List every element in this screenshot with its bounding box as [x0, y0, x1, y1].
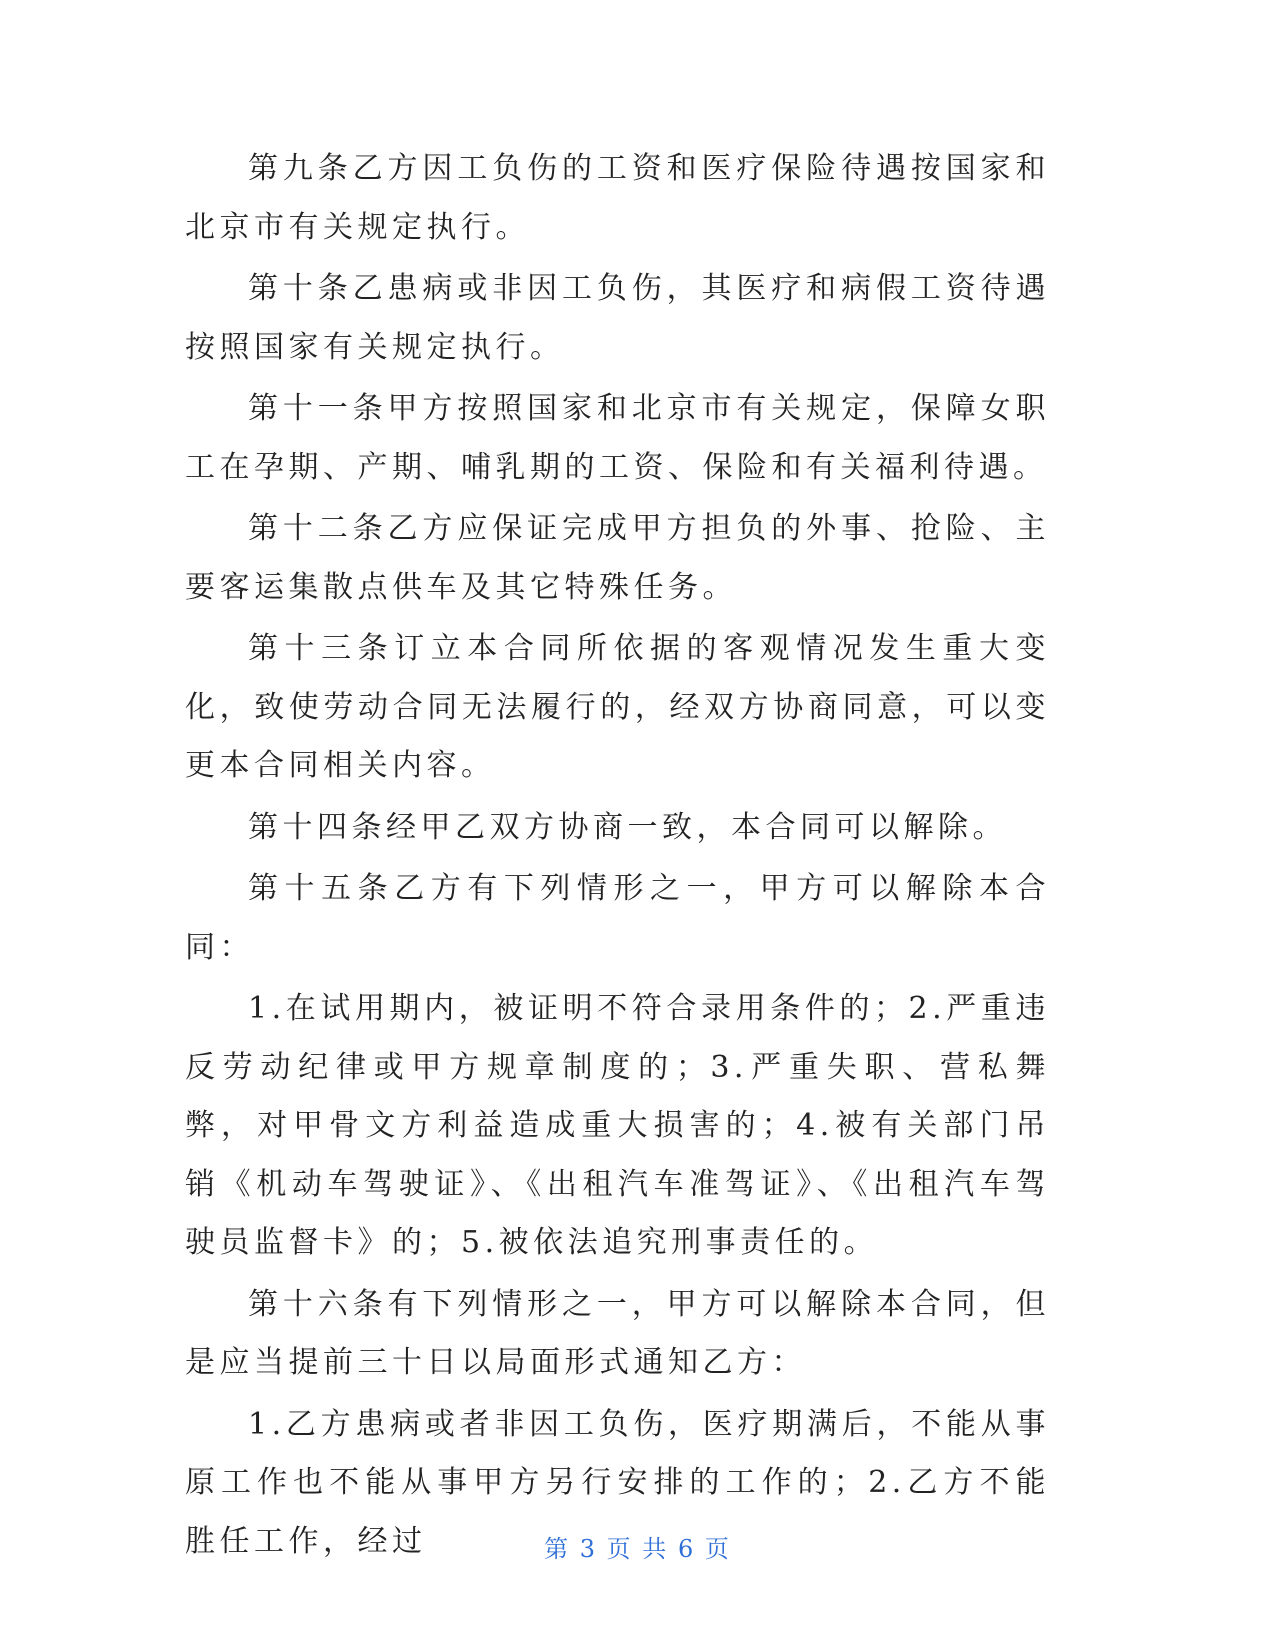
paragraph-article-10: 第十条乙患病或非因工负伤，其医疗和病假工资待遇按照国家有关规定执行。	[185, 271, 1050, 365]
paragraph-article-14: 第十四条经甲乙双方协商一致，本合同可以解除。	[248, 809, 1007, 845]
paragraph-article-15-items: 1.在试用期内，被证明不符合录用条件的；2.严重违反劳动纪律或甲方规章制度的；3.严重失职、营私舞弊，对甲骨文方利益造成重大损害的；4.被有关部门吊销《机动车驾驶证》、《出租汽车准驾证》、《出租汽车驾驶员监督卡》的；5.被依法追究刑事责任的。	[185, 991, 1050, 1260]
paragraph-article-12: 第十二条乙方应保证完成甲方担负的外事、抢险、主要客运集散点供车及其它特殊任务。	[185, 511, 1050, 605]
paragraph-article-15: 第十五条乙方有下列情形之一，甲方可以解除本合同：	[185, 871, 1050, 965]
page-footer	[0, 1533, 1275, 1565]
paragraph-article-9: 第九条乙方因工负伤的工资和医疗保险待遇按国家和北京市有关规定执行。	[185, 151, 1050, 245]
page-number-label: 第 3 页 共 6 页	[544, 1535, 731, 1563]
paragraph-article-13: 第十三条订立本合同所依据的客观情况发生重大变化，致使劳动合同无法履行的，经双方协商同意，可以变更本合同相关内容。	[185, 631, 1050, 783]
document-body	[185, 140, 1050, 1574]
paragraph-article-16: 第十六条有下列情形之一，甲方可以解除本合同，但是应当提前三十日以局面形式通知乙方：	[185, 1286, 1050, 1380]
paragraph-article-11: 第十一条甲方按照国家和北京市有关规定，保障女职工在孕期、产期、哺乳期的工资、保险和有关福利待遇。	[185, 391, 1050, 485]
paragraph-article-16-items: 1.乙方患病或者非因工负伤，医疗期满后，不能从事原工作也不能从事甲方另行安排的工作的；2.乙方不能胜任工作，经过	[185, 1406, 1050, 1559]
